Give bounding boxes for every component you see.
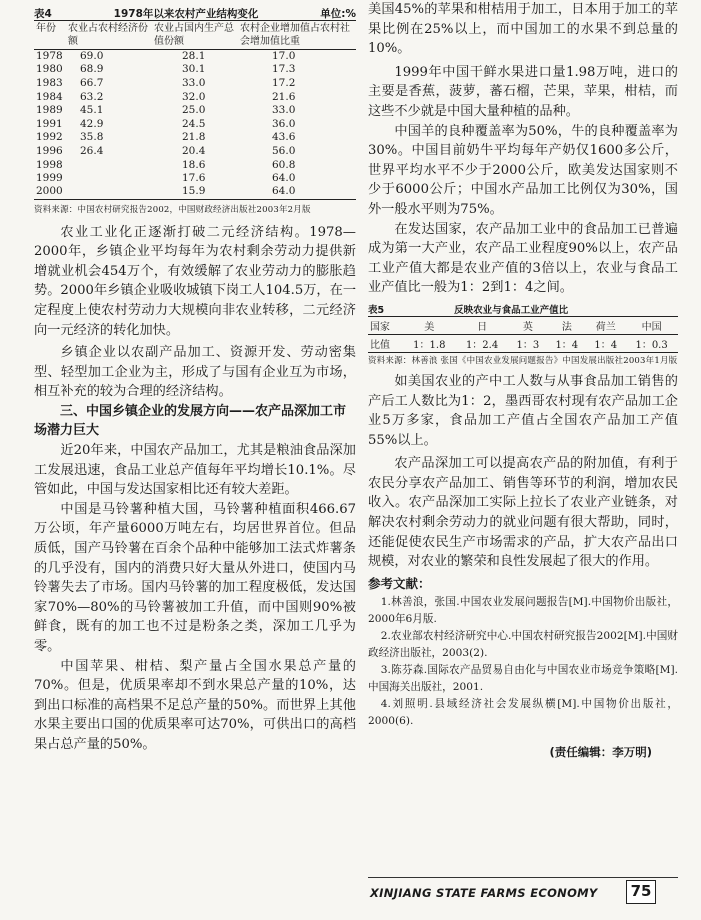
table4-unit: 单位:% [320, 8, 356, 20]
table4-cell-ag-gdp: 32.0 [182, 90, 206, 103]
table4-cell-enterprise: 21.6 [272, 90, 296, 103]
table4-cell-enterprise: 17.3 [272, 63, 296, 76]
table4-label: 表4 [34, 8, 52, 20]
table4-cell-ag-gdp: 24.5 [182, 117, 206, 130]
references-heading: 参考文献： [368, 575, 431, 591]
table5 [368, 316, 678, 353]
table4-cell-ag-gdp: 28.1 [182, 50, 206, 63]
table4-caption [34, 0, 356, 20]
table4-header-enterprise: 农村企业增加值占农村社会增加值比重 [240, 23, 350, 47]
reference-item: 4.刘照明.县域经济社会发展纵横[M].中国物价出版社，2000(6). [368, 697, 678, 727]
table4-cell-ag-rural: 42.9 [80, 117, 104, 130]
table4-row [34, 50, 356, 64]
table4-cell-year: 1978 [36, 50, 63, 63]
table4-cell-ag-gdp: 25.0 [182, 104, 206, 117]
section-heading: 三、中国乡镇企业的发展方向——农产品深加工市场潜力巨大 [34, 403, 347, 439]
table4-cell-enterprise: 43.6 [272, 131, 296, 144]
table5-header-cell: 荷兰 [595, 321, 616, 333]
table4-cell-enterprise: 64.0 [272, 172, 296, 185]
table4-source: 资料来源：中国农村研究报告2002，中国财政经济出版社2003年2月版 [34, 204, 311, 215]
table4-cell-enterprise: 56.0 [272, 144, 296, 157]
table4-cell-ag-rural: 35.8 [80, 131, 104, 144]
table4-cell-enterprise: 36.0 [272, 117, 296, 130]
table4-cell-ag-gdp: 33.0 [182, 76, 206, 89]
table4-cell-ag-gdp: 21.8 [182, 131, 206, 144]
paragraph: 中国苹果、柑桔、梨产量占全国水果总产量的70%。但是，优质果率却不到水果总产量的10%，达到出口标准的高档果不足总产量的50%。而世界上其他水果主要出口国的优质果率可达70%，可供出口的高档果占总产量的50%。 [34, 658, 356, 752]
table5-header-cell: 法 [561, 321, 572, 333]
table5-value-cell: 1：0.3 [635, 339, 668, 351]
table4-cell-ag-gdp: 30.1 [182, 63, 206, 76]
table4-row [34, 185, 356, 199]
table4-cell-year: 1991 [36, 117, 63, 130]
body-text-left-1 [34, 223, 356, 402]
table4-row [34, 131, 356, 145]
left-column [34, 0, 356, 755]
table5-header-cell: 国家 [370, 321, 390, 333]
table4-row [34, 90, 356, 104]
table4-row [34, 117, 356, 131]
table4-cell-year: 1989 [36, 104, 63, 117]
table4-row [34, 77, 356, 91]
table4-cell-ag-gdp: 15.9 [182, 185, 206, 198]
reference-item: 2.农业部农村经济研究中心.中国农村研究报告2002[M].中国财政经济出版社，2003(2). [368, 629, 678, 659]
table5-value-cell: 比值 [370, 339, 390, 351]
right-column [368, 0, 678, 760]
table4-cell-ag-rural [66, 185, 152, 199]
table4-cell-ag-gdp: 18.6 [182, 158, 206, 171]
table4-cell-ag-gdp: 20.4 [182, 144, 206, 157]
table4-cell-year: 1996 [36, 144, 63, 157]
table4-cell-enterprise: 17.0 [272, 50, 296, 63]
table4-cell-year: 1984 [36, 90, 63, 103]
table4-header-year: 年份 [36, 23, 56, 34]
page-number: 75 [626, 880, 656, 904]
table4 [34, 20, 356, 200]
table5-value-cell: 1：3 [516, 339, 540, 351]
table5-header-row [368, 316, 678, 334]
table4-cell-ag-rural [66, 158, 152, 172]
table4-cell-ag-rural: 63.2 [80, 90, 104, 103]
footer-rule [368, 877, 678, 878]
paragraph: 美国45%的苹果和柑桔用于加工，日本用于加工的苹果比例在25%以上，而中国加工的水果不到总量的10%。 [368, 2, 678, 57]
paragraph: 乡镇企业以农副产品加工、资源开发、劳动密集型、轻型加工企业为主，形成了与国有企业互为市场，相互补充的较为合理的经济结构。 [34, 345, 356, 400]
journal-name: XINJIANG STATE FARMS ECONOMY [370, 886, 598, 900]
table4-cell-ag-rural: 45.1 [80, 104, 104, 117]
table4-cell-year: 1992 [36, 131, 63, 144]
reference-item: 3.陈芬森.国际农产品贸易自由化与中国农业市场竞争策略[M].中国海关出版社，2001. [368, 663, 678, 693]
table4-cell-ag-rural: 66.7 [80, 76, 104, 89]
table4-cell-ag-rural: 68.9 [80, 63, 104, 76]
table4-header-ag-gdp: 农业占国内生产总值份额 [154, 23, 234, 47]
table4-body [34, 50, 356, 200]
table4-cell-year: 1980 [36, 63, 63, 76]
reference-item: 1.林善浪，张国.中国农业发展问题报告[M].中国物价出版社，2000年6月版. [368, 595, 678, 625]
paragraph: 农业工业化正逐渐打破二元经济结构。1978—2000年，乡镇企业平均每年为农村剩余劳动力提供新增就业机会454万个，有效缓解了农业劳动力的膨胀趋势。2000年乡镇企业吸收城镇下岗工人104.5万，在一定程度上使农村劳动力大规模向非农业转移，二元经济向一元经济的转化加快。 [34, 224, 356, 338]
table5-value-cell: 1：1.8 [413, 339, 446, 351]
references-list [368, 594, 678, 730]
table4-cell-ag-rural [66, 172, 152, 186]
table4-cell-year: 1983 [36, 76, 63, 89]
table5-label: 表5 [368, 304, 385, 316]
editor-note: (责任编辑：李万明) [549, 744, 652, 759]
table4-cell-ag-rural: 69.0 [80, 50, 104, 63]
table4-cell-year: 1999 [36, 172, 63, 185]
paragraph: 中国是马铃薯种植大国，马铃薯种植面积466.67万公顷，年产量6000万吨左右，均居世界首位。但品质低，国产马铃薯在百余个品种中能够加工法式炸薯条的几乎没有，国内的消费只好大量从外进口，使国内马铃薯失去了市场。国内马铃薯的加工程度极低，发达国家70%—80%的马铃薯被加工升值，而中国则90%被鲜食，既有的加工也不过是粉条之类，深加工几乎为零。 [34, 501, 356, 654]
table5-source: 资料来源：林善浪 张国《中国农业发展问题报告》中国发展出版社2003年1月版 [368, 355, 678, 366]
table4-cell-enterprise: 33.0 [272, 104, 296, 117]
table5-caption [368, 302, 678, 316]
table5-title: 反映农业与食品工业产值比 [454, 304, 569, 316]
body-text-right-1 [368, 0, 678, 298]
paragraph: 近20年来，中国农产品加工，尤其是粮油食品深加工发展迅速，食品工业总产值每年平均增长10.1%。尽管如此，中国与发达国家相比还有较大差距。 [34, 443, 356, 498]
table4-cell-enterprise: 64.0 [272, 185, 296, 198]
table5-header-cell: 日 [477, 321, 488, 333]
table4-cell-year: 1998 [36, 158, 63, 171]
body-text-right-2 [368, 372, 678, 572]
table5-value-cell: 1：4 [594, 339, 618, 351]
paragraph: 在发达国家，农产品加工业中的食品加工已普遍成为第一大产业，农产品工业程度90%以上，农产品工业产值大都是农业产值的3倍以上，农业与食品工业产值比一般为1：2到1：4之间。 [368, 221, 678, 296]
table4-cell-enterprise: 60.8 [272, 158, 296, 171]
table4-cell-enterprise: 17.2 [272, 76, 296, 89]
table4-cell-ag-rural: 26.4 [80, 144, 104, 157]
table4-row [34, 158, 356, 172]
paragraph: 1999年中国干鲜水果进口量1.98万吨，进口的主要是香蕉，菠萝，蕃石榴，芒果，苹果，柑桔，而这些不少就是中国大量种植的品种。 [368, 64, 678, 119]
table4-header-row [34, 21, 356, 50]
table5-value-row [368, 334, 678, 352]
table5-value-cell: 1：4 [555, 339, 579, 351]
table4-title: 1978年以来农村产业结构变化 [113, 8, 259, 20]
table5-value-cell: 1：2.4 [465, 339, 499, 351]
paragraph: 如美国农业的产中工人数与从事食品加工销售的产后工人数比为1：2，墨西哥农村现有农产品加工企业5万多家，食品加工产值占全国农产品加工产值55%以上。 [368, 373, 678, 448]
table4-cell-year: 2000 [36, 185, 63, 198]
table4-row [34, 63, 356, 77]
table5-header-cell: 英 [522, 321, 533, 333]
table4-row [34, 104, 356, 118]
table4-row [34, 145, 356, 159]
table4-header-ag-rural: 农业占农村经济份额 [68, 23, 148, 47]
body-text-left-2 [34, 441, 356, 755]
paragraph: 农产品深加工可以提高农产品的附加值，有利于农民分享农产品加工、销售等环节的利润，增加农民收入。农产品深加工实际上拉长了农业产业链条，对解决农村剩余劳动力的就业问题有很大帮助，同时，还能促使农民生产市场需求的产品，扩大农产品出口规模，对农业的繁荣和良性发展起了很大的作用。 [368, 456, 678, 570]
table4-row [34, 172, 356, 186]
table5-header-cell: 美 [424, 321, 435, 333]
table4-cell-ag-gdp: 17.6 [182, 172, 206, 185]
page-footer [368, 876, 678, 906]
table5-header-cell: 中国 [641, 321, 662, 333]
paragraph: 中国羊的良种覆盖率为50%，牛的良种覆盖率为30%。中国目前奶牛平均每年产奶仅1600多公斤，世界平均水平不少于2000公斤，欧美发达国家则不少于6000公斤；中国水产品加工比例仅为30%，国外一般水平则为75%。 [368, 123, 678, 217]
